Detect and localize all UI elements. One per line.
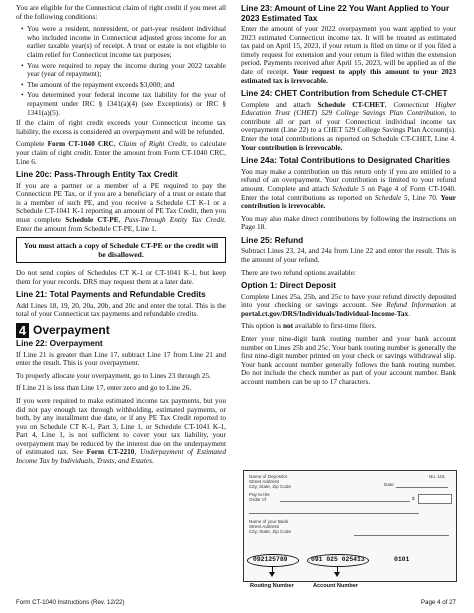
check-number-label: No. 101 (429, 474, 446, 479)
bullet: • (21, 90, 24, 100)
line-22-paragraph: If Line 21 is greater than Line 17, subtract Line 17 from Line 21 and enter the result. This is your overpayment. (16, 349, 226, 368)
payee-line (280, 501, 410, 502)
routing-number: 092125789 (253, 556, 288, 563)
section-title: Overpayment (33, 323, 110, 338)
bank-city: City, State, Zip Code (249, 529, 292, 534)
do-not-send-paragraph: Do not send copies of Schedules CT K-1 or CT-1041 K-1, but keep them for your records. DRS may request them at a later date. (16, 268, 226, 286)
condition-item: • You were required to repay the income during your 2022 taxable year (year of repayment); (21, 60, 226, 79)
dollar-sign: $ (412, 496, 415, 501)
depositor-city: City, State, Zip Code (249, 484, 292, 489)
bank-street: Street Address (249, 524, 280, 529)
heading-line-20c: Line 20c: Pass-Through Entity Tax Credit (16, 169, 178, 180)
first-time-filers-paragraph: This option is not available to first-time filers. (241, 321, 377, 331)
line-21-paragraph: Add Lines 18, 19, 20, 20a, 20b, and 20c and enter the total. This is the total of your Connecticut tax payments and refundable credits. (16, 300, 226, 319)
portal-link[interactable]: portal.ct.gov/DRS/Individuals/Individual-Income-Tax (241, 308, 409, 318)
account-arrowhead (334, 572, 340, 577)
heading-line-21: Line 21: Total Payments and Refundable Credits (16, 289, 206, 300)
attach-notice-box: You must attach a copy of Schedule CT-PE or the credit will be disallowed. (16, 237, 226, 263)
section-number: 4 (16, 323, 29, 338)
line-23-paragraph: Enter the amount of your 2022 overpayment you want applied to your 2023 estimated Connecticut income tax. It will be treated as estimated tax paid on April 15, 2023, if your return is filed on time or if you filed a timely request for extension and your return is filed within the extension period. Payments received after April 15, 2023, will be applied as of the date of receipt. Your request to apply this amount to your 2023 estimated tax is irrevocable. (241, 24, 456, 85)
account-number-label: Account Number (313, 583, 359, 589)
routing-paragraph: Enter your nine-digit bank routing number and your bank account number on Lines 25b and 25c. Your bank routing number is generally the first nine-digit number printed on your check or savings withdrawal slip. Your bank account number generally follows the bank routing number. Do not include the check number as part of your account number. Bank account numbers can be up to 17 characters. (241, 334, 456, 386)
footer-form-name: Form CT-1040 Instructions (Rev. 12/22) (16, 599, 125, 606)
bullet: • (21, 79, 24, 89)
claim-intro: You are eligible for the Connecticut claim of right credit if you meet all of the following conditions: (16, 3, 226, 21)
interest-paragraph: If you were required to make estimated income tax payments, but you did not pay enough tax through withholding, estimated payments, or both, by any installment due date, or if any PE Tax Credit reported to you on Schedule CT K-1, Part 3, Line 1, or Schedule CT-1041 K-1, Part 4, Line 1, is not sufficient to cover your tax liability, your overpayment may be reduced by the interest due on the underpayment of estimated tax. See Form CT-2210, Underpayment of Estimated Income Tax by Individuals, Trusts, and Estates. (16, 395, 226, 466)
routing-number-label: Routing Number (250, 583, 294, 589)
micr-check-number: 0101 (394, 556, 410, 563)
date-line (396, 487, 448, 488)
sample-check (243, 470, 457, 582)
allocate-paragraph: To properly allocate your overpayment, go to Lines 23 through 25. (16, 370, 211, 380)
section-heading (16, 323, 226, 338)
refund-options-paragraph: There are two refund options available: (241, 267, 356, 277)
complete-crc-paragraph: Complete Form CT-1040 CRC, Claim of Right Credit, to calculate your claim of right credit. Enter the amount from Form CT-1040 CRC, Line 6. (16, 139, 226, 166)
bullet: • (21, 60, 24, 70)
signature-line (354, 535, 449, 536)
direct-deposit-paragraph: Complete Lines 25a, 25b, and 25c to have your refund directly deposited into your checking or savings account. See Refund Information at portal.ct.gov/DRS/Individuals/Individual-Income-Tax. (241, 291, 457, 318)
heading-line-23: Line 23: Amount of Line 22 You Want Applied to Your 2023 Estimated Tax (241, 3, 450, 23)
heading-option-1: Option 1: Direct Deposit (241, 280, 336, 291)
bullet: • (21, 24, 24, 34)
depositor-street: Street Address (249, 479, 280, 484)
heading-line-24: Line 24: CHET Contribution from Schedule CT-CHET (241, 88, 448, 99)
condition-item: • The amount of the repayment exceeds $3,000; and (21, 79, 175, 89)
right-column (241, 4, 456, 391)
direct-contributions-paragraph: You may also make direct contributions by following the instructions on Page 18. (241, 213, 456, 232)
less-than-paragraph: If Line 21 is less than Line 17, enter zero and go to Line 26. (16, 383, 192, 393)
heading-line-25: Line 25: Refund (241, 234, 304, 245)
bank-name: Name of your Bank (249, 519, 289, 524)
line-25-paragraph: Subtract Lines 23, 24, and 24a from Line 22 and enter the result. This is the amount of your refund. (241, 246, 456, 264)
account-number: 091 025 025413 (311, 556, 365, 563)
line-20c-paragraph: If you are a partner or a member of a PE required to pay the Connecticut PE Tax, or if you are a beneficiary of a trust or estate that is a member of such PE, and you receive a Schedule CT K-1 or a Schedule CT-1041 K-1 reporting an amount of PE Tax Credit, then you must complete Schedule CT-PE, Pass-Through Entity Tax Credit. Enter the amount from Schedule CT-PE, Line 1. (16, 180, 226, 233)
pay-to-label: Pay to the Order of (249, 492, 270, 503)
line-24-paragraph: Complete and attach Schedule CT-CHET, Connecticut Higher Education Trust (CHET) 529 College Savings Plan Contribution, to contribute all or part of your Connecticut individual income tax overpayment (Line 22) to a CHET 529 College Savings Plan Account(s). Enter the total contributions as reported on Schedule CT-CHET, Line 4. Your contribution is irrevocable. (241, 99, 457, 152)
heading-line-22: Line 22: Overpayment (16, 338, 103, 349)
excess-paragraph: If the claim of right credit exceeds your Connecticut income tax liability, the excess is considered an overpayment and will be refunded. (16, 118, 226, 136)
footer-page-number: Page 4 of 27 (420, 599, 456, 606)
date-label: Date (384, 482, 394, 487)
left-column (16, 4, 226, 470)
heading-line-24a: Line 24a: Total Contributions to Designated Charities (241, 155, 451, 166)
routing-arrowhead (269, 572, 275, 577)
line-24a-paragraph: You may make a contribution on this return only if you are entitled to a refund of an overpayment. Your contribution is limited to your refund amount. Complete and attach Schedule 5 on Page 4 of Form CT-1040. Enter the total contributions as reported on Schedule 5, Line 70. Your contribution is irrevocable. (241, 166, 457, 211)
depositor-name: Name of Depositor (249, 474, 288, 479)
condition-item: • You were a resident, nonresident, or part-year resident individual who included income in Connecticut adjusted gross income for an earlier taxable year(s) of receipt. A trust or estate is not eligible to claim relief for Connecticut income tax purposes; (21, 24, 226, 59)
amount-words-line (249, 513, 419, 514)
condition-item: • You determined your federal income tax liability for the year of repayment under IRC § 1341(a)(4) (see Exceptions) or IRC § 1341(a)(5). (21, 90, 226, 117)
amount-box (418, 494, 452, 504)
